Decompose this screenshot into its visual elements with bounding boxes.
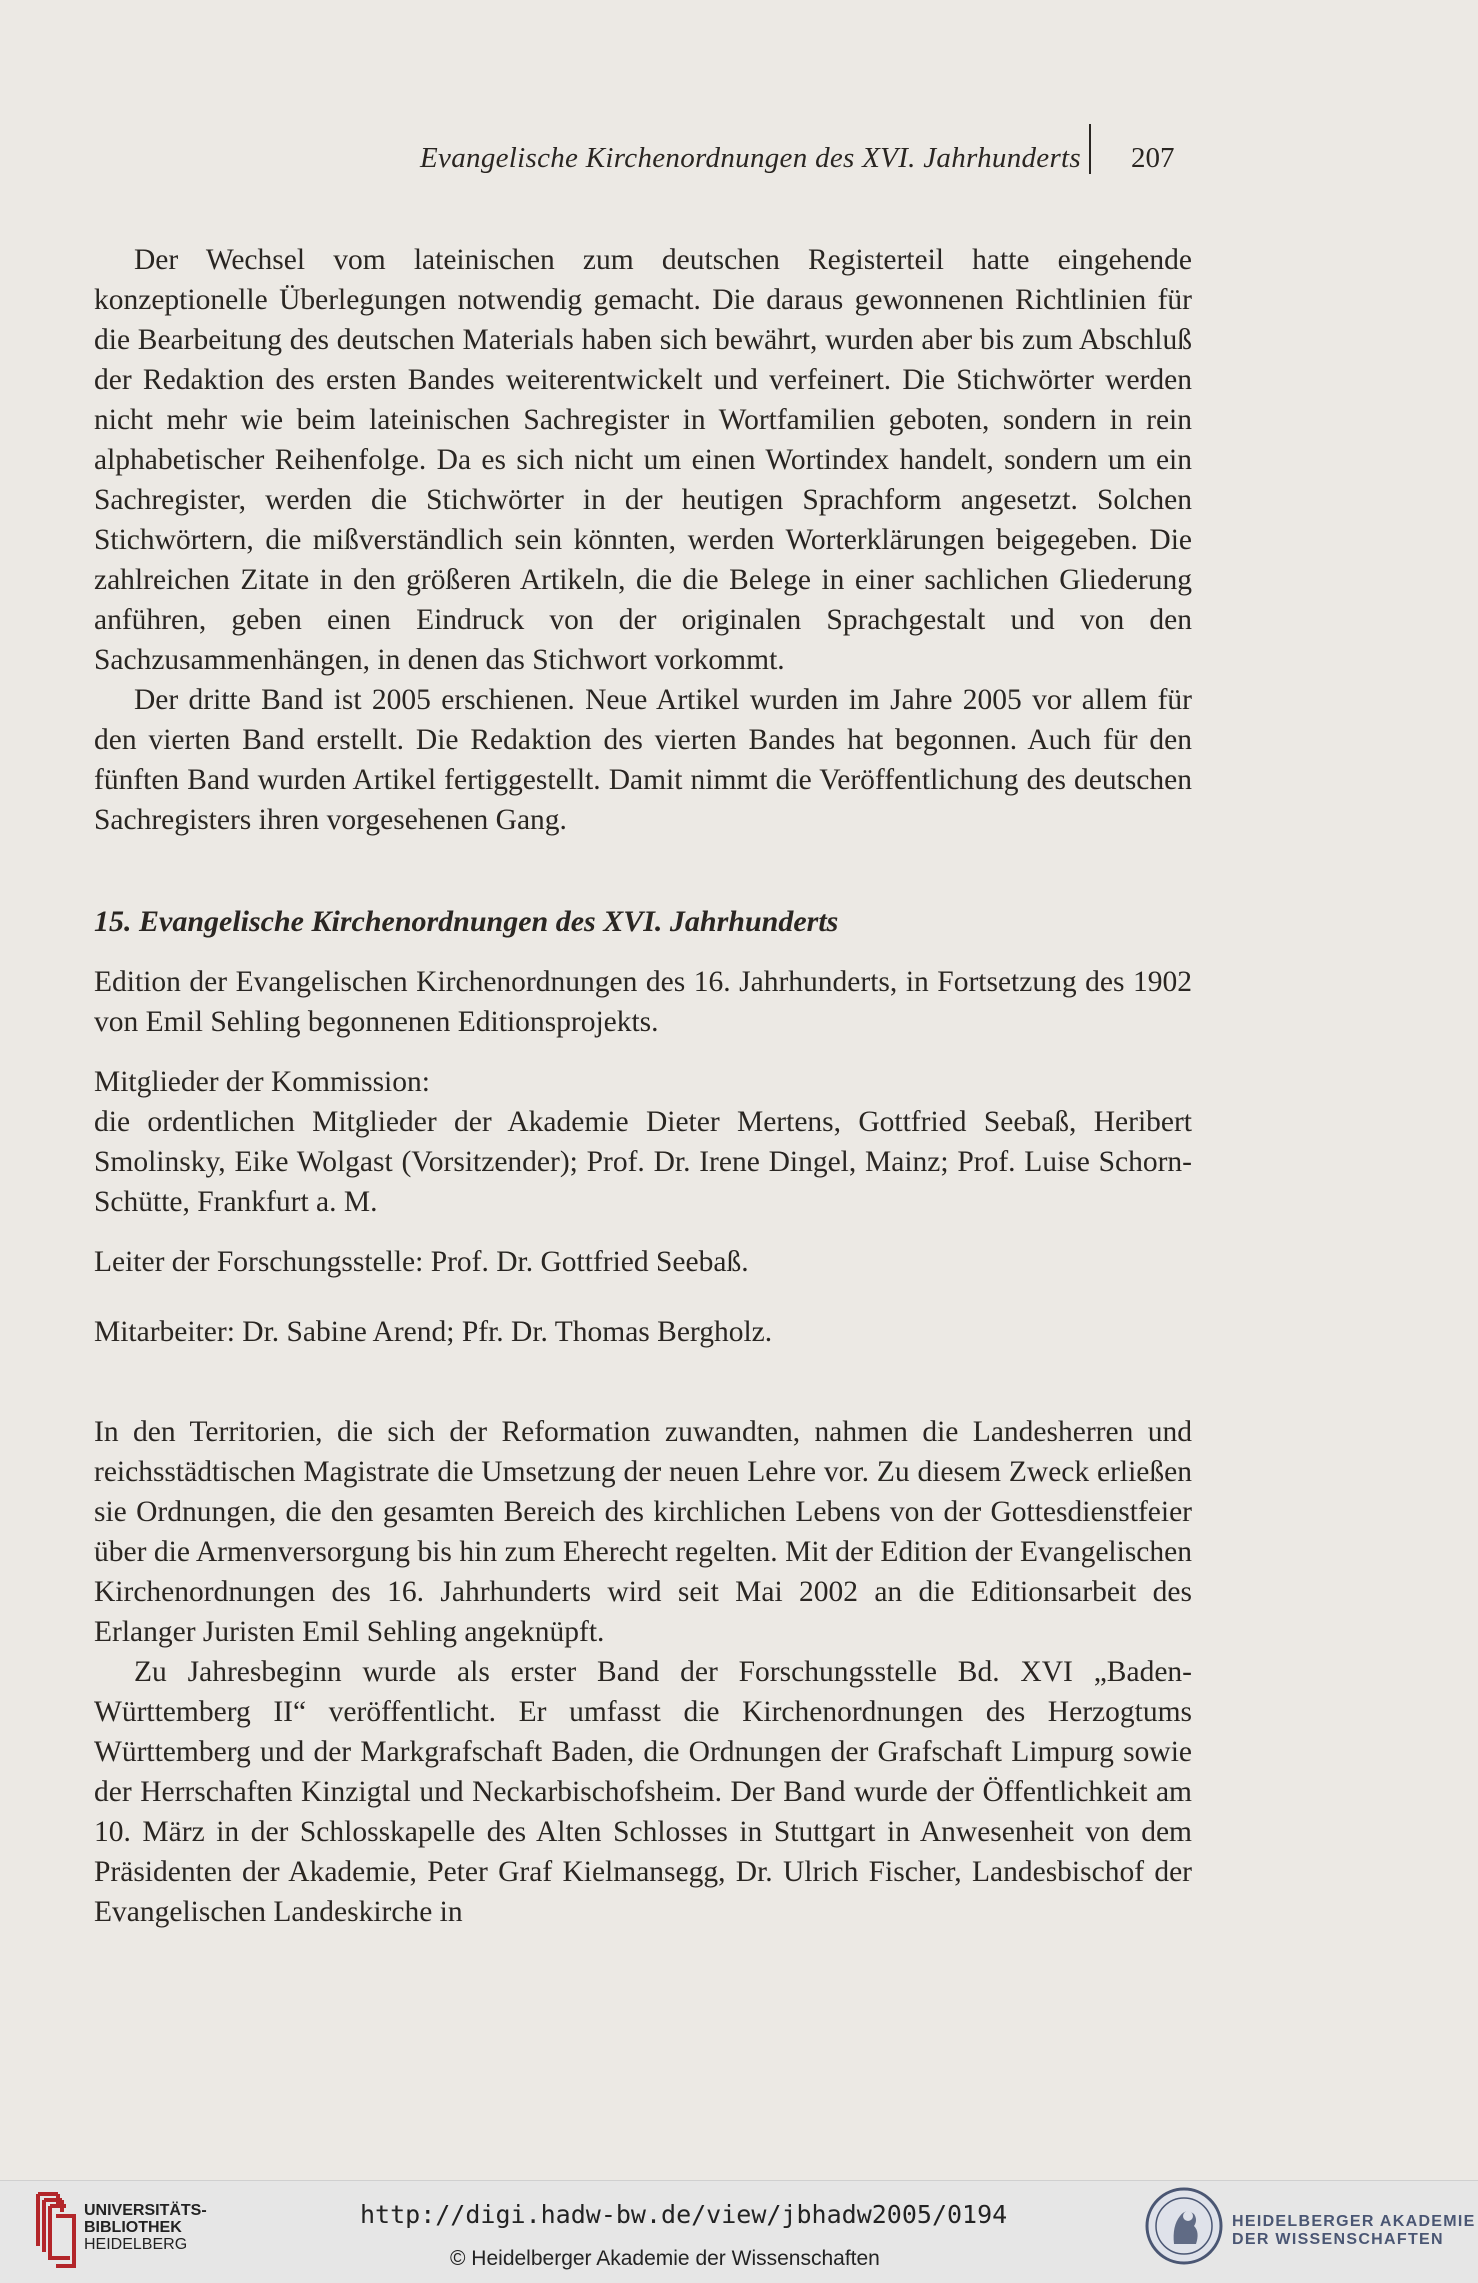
copyright-notice: © Heidelberger Akademie der Wissenschaften (450, 2247, 880, 2270)
academy-seal-icon (1144, 2186, 1224, 2266)
permalink-url[interactable]: http://digi.hadw-bw.de/view/jbhadw2005/0194 (360, 2200, 1008, 2229)
academy-line-1: HEIDELBERGER AKADEMIE (1232, 2213, 1476, 2230)
members-list: die ordentlichen Mitglieder der Akademie Dieter Mertens, Gottfried Seebaß, Heribert Smolinsky, Eike Wolgast (Vorsitzender); Prof. Dr. Irene Dingel, Mainz; Prof. Luise Schorn-Schütte, Frankfurt a. M. (94, 1106, 1192, 1218)
university-library-logo (34, 2186, 78, 2270)
section-heading: 15. Evangelische Kirchenordnungen des XVI. Jahrhunderts (94, 905, 839, 938)
running-title: Evangelische Kirchenordnungen des XVI. Jahrhunderts (420, 142, 1081, 174)
body-text (94, 240, 1192, 1932)
edition-description: Edition der Evangelischen Kirchenordnungen des 16. Jahrhunderts, in Fortsetzung des 1902 von Emil Sehling begonnenen Editionsprojekts. (94, 966, 1192, 1038)
header-rule (1089, 124, 1091, 174)
research-leader: Leiter der Forschungsstelle: Prof. Dr. Gottfried Seebaß. (94, 1246, 749, 1278)
running-header (0, 142, 1478, 182)
academy-name (1232, 2213, 1476, 2249)
paragraph-register: Der Wechsel vom lateinischen zum deutschen Registerteil hatte eingehende konzeptionelle Überlegungen notwendig gemacht. Die daraus gewonnenen Richtlinien für die Bearbeitung des deutschen Materials haben sich bewährt, wurden aber bis zum Abschluß der Redaktion des ersten Bandes weiterentwickelt und verfeinert. Die Stichwörter werden nicht mehr wie beim lateinischen Sachregister in Wortfamilien geboten, sondern in rein alphabetischer Reihenfolge. Da es sich nicht um einen Wortindex handelt, sondern um ein Sachregister, werden die Stichwörter in der heutigen Sprachform angesetzt. Solchen Stichwörtern, die mißverständlich sein könnten, werden Worterklärungen beigegeben. Die zahlreichen Zitate in den größeren Artikeln, die die Belege in einer sachlichen Gliederung anführen, geben einen Eindruck von der originalen Sprachgestalt und von den Sachzusammenhängen, in denen das Stichwort vorkommt. (94, 244, 1192, 676)
library-line-3: HEIDELBERG (84, 2236, 188, 2253)
academy-line-2: DER WISSENSCHAFTEN (1232, 2231, 1444, 2248)
paragraph-first-volume: Zu Jahresbeginn wurde als erster Band der Forschungsstelle Bd. XVI „Baden-Württemberg II“ veröffentlicht. Er umfasst die Kirchenordnungen des Herzogtums Württemberg und der Markgrafschaft Baden, die Ordnungen der Grafschaft Limpurg sowie der Herrschaften Kinzigtal und Neckarbischofsheim. Der Band wurde der Öffentlichkeit am 10. März in der Schlosskapelle des Alten Schlosses in Stuttgart in Anwesenheit von dem Präsidenten der Akademie, Peter Graf Kielmansegg, Dr. Ulrich Fischer, Landesbischof der Evangelischen Landeskirche in (94, 1656, 1192, 1928)
library-line-1: UNIVERSITÄTS- (84, 2202, 207, 2219)
paragraph-third-volume: Der dritte Band ist 2005 erschienen. Neue Artikel wurden im Jahre 2005 vor allem für den vierten Band erstellt. Die Redaktion des vierten Bandes hat begonnen. Auch für den fünften Band wurden Artikel fertiggestellt. Damit nimmt die Veröffentlichung des deutschen Sachregisters ihren vorgesehenen Gang. (94, 684, 1192, 836)
paragraph-territories: In den Territorien, die sich der Reformation zuwandten, nahmen die Landesherren und reichsstädtischen Magistrate die Umsetzung der neuen Lehre vor. Zu diesem Zweck erließen sie Ordnungen, die den gesamten Bereich des kirchlichen Lebens von der Gottesdienstfeier über die Armenversorgung bis hin zum Eherecht regelten. Mit der Edition der Evangelischen Kirchenordnungen des 16. Jahrhunderts wird seit Mai 2002 an die Editionsarbeit des Erlanger Juristen Emil Sehling angeknüpft. (94, 1416, 1192, 1648)
page-number: 207 (1131, 142, 1175, 174)
members-label: Mitglieder der Kommission: (94, 1066, 430, 1098)
library-line-2: BIBLIOTHEK (84, 2219, 182, 2236)
staff-list: Mitarbeiter: Dr. Sabine Arend; Pfr. Dr. Thomas Bergholz. (94, 1316, 773, 1348)
university-library-name (84, 2202, 207, 2253)
